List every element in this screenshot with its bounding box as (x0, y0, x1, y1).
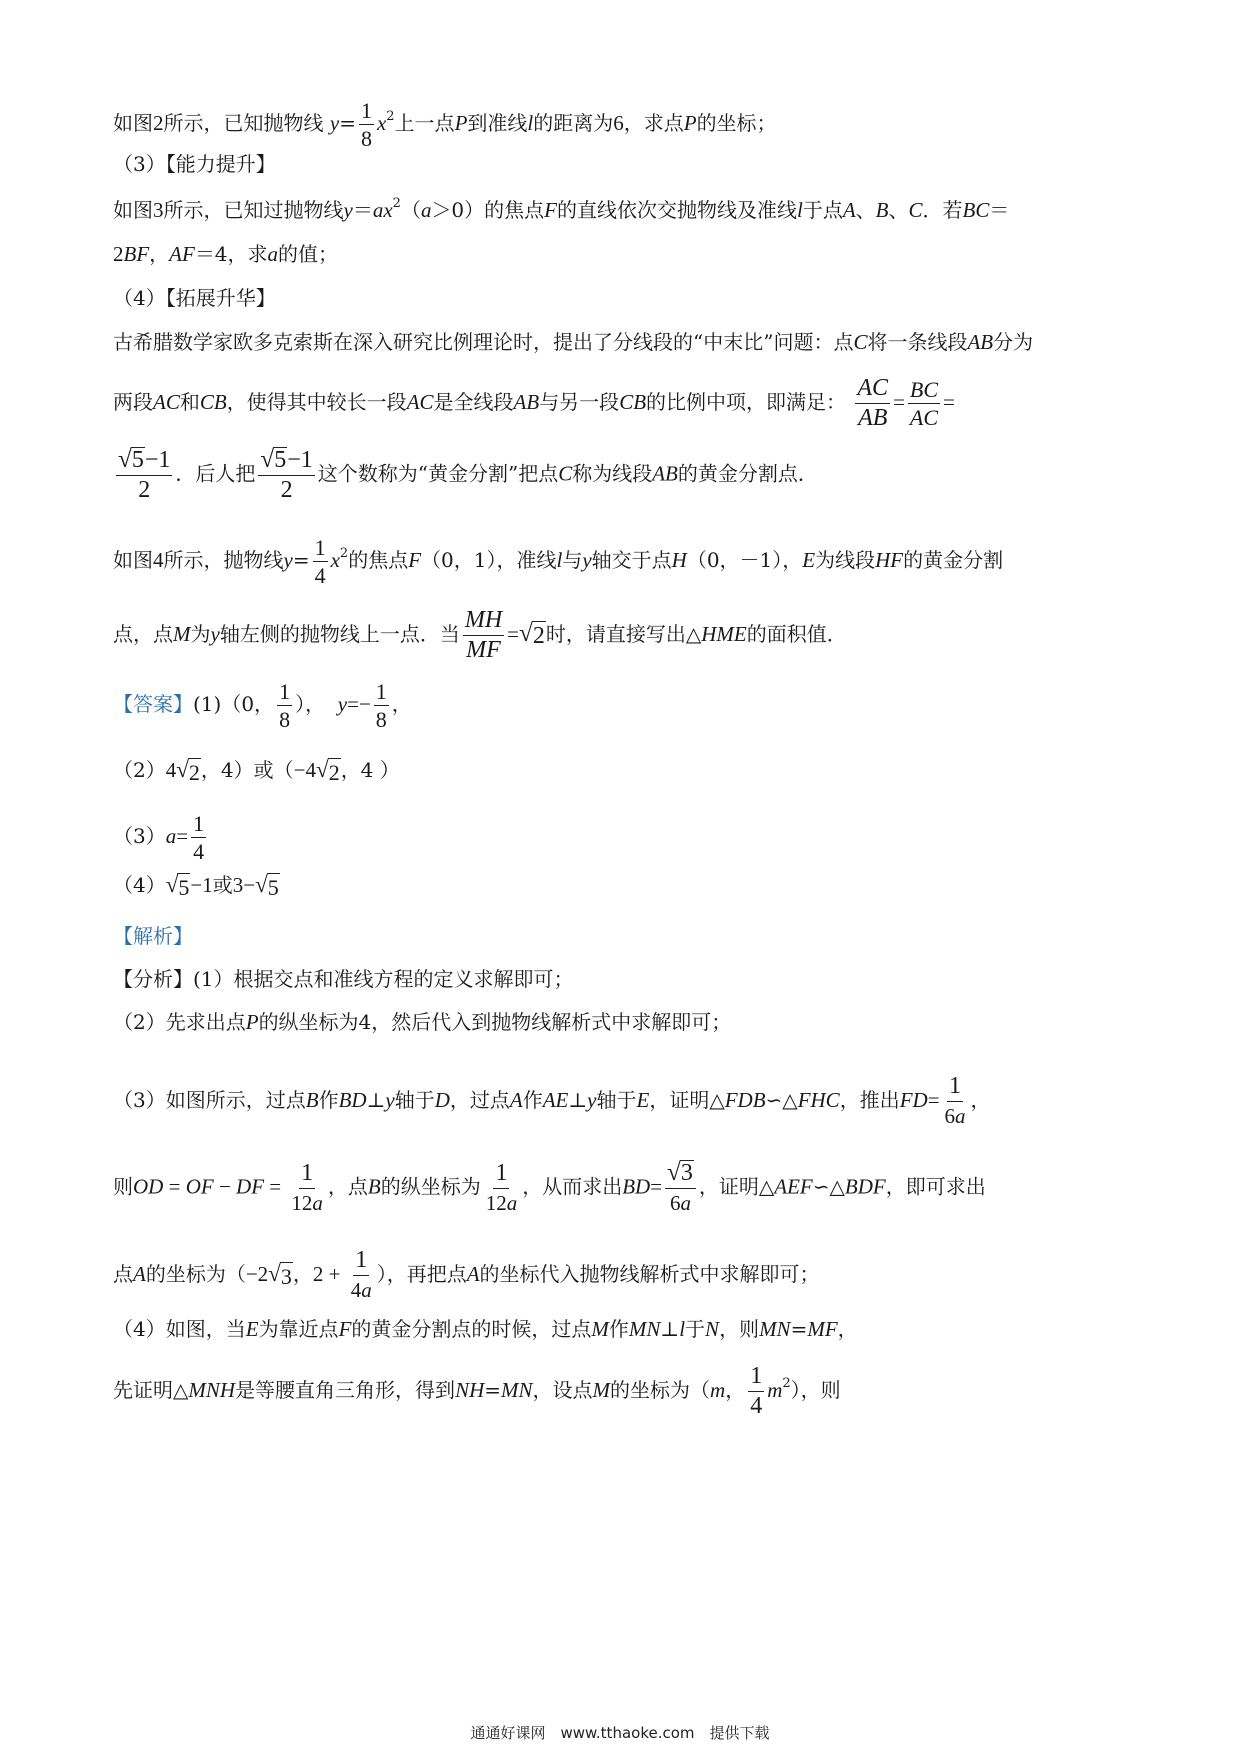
answer-4: （4） √ 5 −1或3− √ 5 (113, 871, 279, 900)
golden-ratio-fraction-2: √ 5 −1 2 (260, 446, 313, 504)
section-4-heading: （4）【拓展升华】 (113, 286, 276, 310)
analysis-line7: 先证明△MNH是等腰直角三角形，得到NH=MN，设点M的坐标为（m， $\frac{1}{4}$ $m^2$），则 (113, 1363, 841, 1420)
answer-3: （3）a= $\frac{1}{4}$ (113, 811, 205, 865)
fraction-bc-ac: $\frac{BC}{AC}$ (909, 377, 939, 431)
problem-2-text: 如图2所示，已知抛物线 y= $\frac{1}{8}$ $x^2$上一点P到准线l的距离为6，求点P的坐标； (113, 98, 777, 152)
analysis-line6: （4）如图，当E为靠近点F的黄金分割点的时候，过点M作MN⊥l于N，则MN=MF， (113, 1317, 858, 1341)
fraction-mh-mf: $\frac{MH}{MF}$ (464, 607, 503, 664)
problem-4-line1: 古希腊数学家欧多克索斯在深入研究比例理论时，提出了分线段的“中末比”问题：点C将一条线段AB分为 (113, 330, 1034, 354)
fraction-1-8-b: $\frac{1}{8}$ (279, 679, 291, 733)
problem-4-line3: √ 5 −1 2 ．后人把 √ 5 −1 2 这个数称为“黄金分割”把点C称为线段AB的黄金分割点． (118, 446, 818, 504)
analysis-line2: （2）先求出点P的纵坐标为4，然后代入到抛物线解析式中求解即可； (113, 1010, 732, 1034)
fraction-1-4: $\frac{1}{4}$ (314, 535, 326, 589)
analysis-line5: 点A的坐标为（−2 √ 3 ，2 + $\frac{1}{4a}$ ），再把点A的坐标代入抛物线解析式中求解即可； (113, 1247, 820, 1303)
problem-4-line5: 点，点M为y轴左侧的抛物线上一点．当 $\frac{MH}{MF}$ = √ 2 时，请直接写出△HME的面积值． (113, 607, 847, 664)
analysis-line4: 则OD = OF − DF = $\frac{1}{12a}$ ，点B的纵坐标为 $\frac{1}{12a}$ ，从而求出BD= √ 3 6a ，证明△AEF∽△BDF，即可求出 (113, 1159, 986, 1216)
analysis-line3: （3）如图所示，过点B作BD⊥y轴于D，过点A作AE⊥y轴于E，证明△FDB∽△FHC，推出FD= $\frac{1}{6a}$ ， (113, 1073, 991, 1129)
footer-watermark: 通通好课网 www.tthaoke.com 提供下载 (470, 1724, 770, 1742)
fraction-ac-ab: $\frac{AC}{AB}$ (857, 375, 889, 432)
answer-1: 【答案】(1)（0， $\frac{1}{8}$ ）， y=− $\frac{1}{8}$ ， (113, 679, 412, 733)
analysis-label: 【解析】 (113, 924, 193, 948)
section-3-heading: （3）【能力提升】 (113, 152, 276, 176)
problem-3-line2: 2BF，AF＝4，求a的值； (113, 242, 339, 266)
analysis-line1: 【分析】(1）根据交点和准线方程的定义求解即可； (113, 967, 574, 991)
problem-4-line4: 如图4所示，抛物线y= $\frac{1}{4}$ $x^2$的焦点F（0，1），准线l与y轴交于点H（0，－1），E为线段HF的黄金分割 (113, 535, 1004, 589)
answer-2: （2）4 √ 2 ，4）或（−4 √ 2 ，4 ） (113, 756, 400, 785)
fraction-1-8: $\frac{1}{8}$ (360, 98, 372, 152)
golden-ratio-fraction: √ 5 −1 2 (118, 446, 171, 504)
problem-3-line1: 如图3所示，已知过抛物线$y=ax^2(a>0)$的焦点F的直线依次交抛物线及准线l于点A、B、C．若BC＝ (113, 196, 1010, 222)
problem-4-line2: 两段AC和CB，使得其中较长一段AC是全线段AB与另一段CB的比例中项，即满足： $\frac{AC}{AB}$ = $\frac{BC}{AC}$ = (113, 375, 955, 432)
